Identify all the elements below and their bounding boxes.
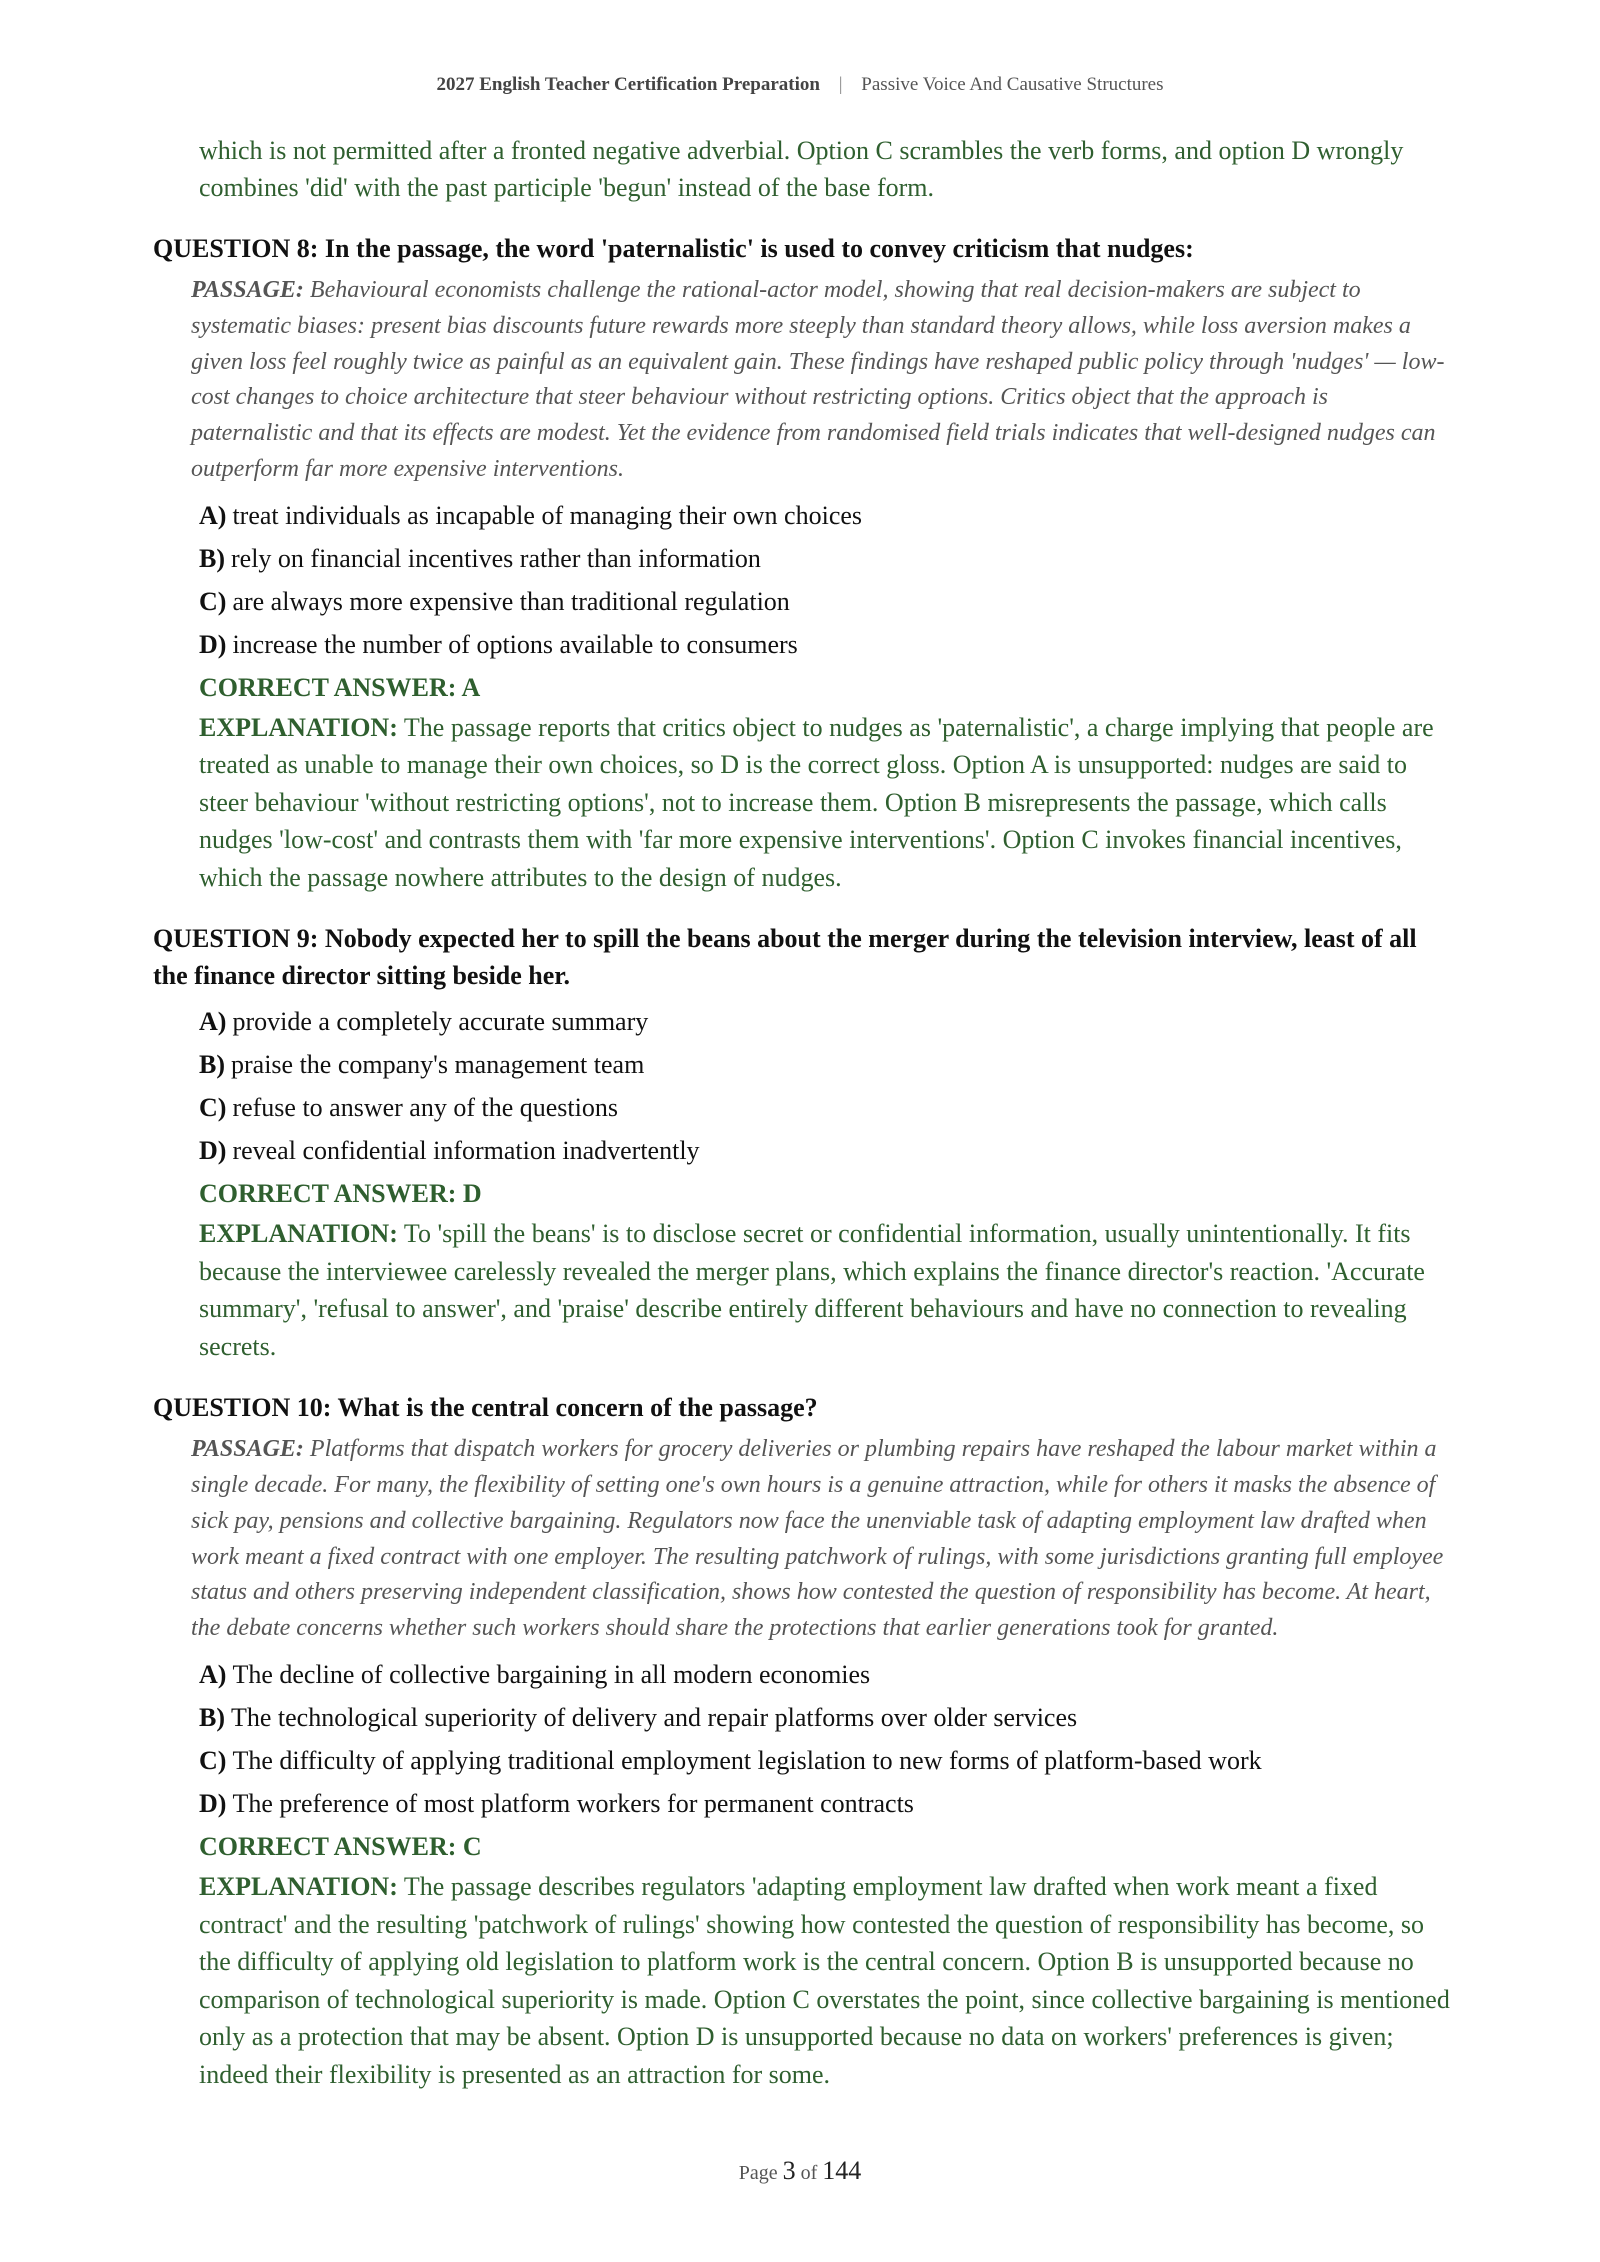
explanation-text: The passage reports that critics object to nudges as 'paternalistic', a charge implying that people are treated as unable to manage their own choices, so D is the correct gloss. Option A is unsupported: nudges are said to steer behaviour 'without restricting options', not to increase them. Option B misrepresents the passage, which calls nudges 'low-cost' and contrasts them with 'far more expensive interventions'. Option C invokes financial incentives, which the passage nowhere attributes to the design of nudges. — [199, 712, 1434, 892]
option-text: The difficulty of applying traditional employment legislation to new forms of platform-based work — [232, 1746, 1262, 1776]
option-a — [199, 494, 1453, 537]
correct-answer: CORRECT ANSWER: A — [199, 672, 481, 702]
option-text: rely on financial incentives rather than information — [231, 543, 761, 573]
passage-text: Behavioural economists challenge the rational-actor model, showing that real decision-makers are subject to systematic biases: present bias discounts future rewards more steeply than standard theory allows, while loss aversion makes a given loss feel roughly twice as painful as an equivalent gain. These findings have reshaped public policy through 'nudges' — low-cost changes to choice architecture that steer behaviour without restricting options. Critics object that the approach is paternalistic and that its effects are modest. Yet the evidence from randomised field trials indicates that well-designed nudges can outperform far more expensive interventions. — [191, 277, 1445, 482]
passage-label: PASSAGE: — [191, 277, 304, 303]
option-d — [199, 1782, 1453, 1825]
question-title: QUESTION 10: What is the central concern of the passage? — [153, 1393, 818, 1423]
previous-explanation-continuation: which is not permitted after a fronted negative adverbial. Option C scrambles the verb forms, and option D wrongly combines 'did' with the past participle 'begun' instead of the base form. — [199, 136, 1404, 202]
option-letter: A) — [199, 1007, 227, 1037]
option-letter: A) — [199, 1660, 227, 1690]
option-text: The technological superiority of delivery and repair platforms over older services — [231, 1703, 1078, 1733]
question-10 — [153, 1389, 1453, 2093]
option-text: increase the number of options available to consumers — [232, 629, 798, 659]
passage — [191, 1432, 1453, 1647]
of-word: of — [800, 2162, 818, 2184]
option-letter: B) — [199, 1050, 225, 1080]
header-separator: | — [838, 74, 843, 95]
question-9 — [153, 920, 1453, 1365]
option-text: praise the company's management team — [231, 1050, 645, 1080]
explanation-label: EXPLANATION: — [199, 1872, 398, 1902]
option-text: refuse to answer any of the questions — [232, 1093, 618, 1123]
question-title: QUESTION 9: Nobody expected her to spill the beans about the merger during the television interview, least of all the finance director sitting beside her. — [153, 924, 1417, 991]
option-letter: C) — [199, 586, 227, 616]
header-chapter-title: Passive Voice And Causative Structures — [861, 74, 1164, 95]
option-a — [199, 1000, 1453, 1043]
correct-answer: CORRECT ANSWER: D — [199, 1179, 482, 1209]
option-letter: A) — [199, 500, 227, 530]
explanation-text: To 'spill the beans' is to disclose secret or confidential information, usually unintentionally. It fits because the interviewee carelessly revealed the merger plans, which explains the finance director's reaction. 'Accurate summary', 'refusal to answer', and 'praise' describe entirely different behaviours and have no connection to revealing secrets. — [199, 1219, 1425, 1361]
option-text: reveal confidential information inadvertently — [232, 1136, 700, 1166]
option-c — [199, 1739, 1453, 1782]
correct-answer: CORRECT ANSWER: C — [199, 1832, 482, 1862]
option-letter: D) — [199, 1789, 227, 1819]
answer-options — [199, 1653, 1453, 1825]
explanation-label: EXPLANATION: — [199, 1219, 398, 1249]
option-d — [199, 623, 1453, 666]
option-d — [199, 1129, 1453, 1172]
explanation-label: EXPLANATION: — [199, 712, 398, 742]
option-letter: D) — [199, 1136, 227, 1166]
running-header — [0, 74, 1600, 96]
option-c — [199, 1086, 1453, 1129]
option-text: are always more expensive than traditional regulation — [232, 586, 790, 616]
question-title: QUESTION 8: In the passage, the word 'paternalistic' is used to convey criticism that nudges: — [153, 234, 1194, 263]
option-b — [199, 1043, 1453, 1086]
explanation — [199, 1868, 1453, 2093]
option-b — [199, 537, 1453, 580]
explanation — [199, 1215, 1453, 1365]
page-content — [153, 132, 1453, 2093]
passage-label: PASSAGE: — [191, 1436, 304, 1463]
question-8 — [153, 230, 1453, 896]
option-letter: D) — [199, 629, 227, 659]
option-c — [199, 580, 1453, 623]
option-letter: B) — [199, 1703, 225, 1733]
option-text: The decline of collective bargaining in all modern economies — [232, 1660, 871, 1690]
page-footer — [0, 2156, 1600, 2186]
option-text: treat individuals as incapable of managing their own choices — [232, 500, 863, 530]
explanation-text: The passage describes regulators 'adapting employment law drafted when work meant a fixed contract' and the resulting 'patchwork of rulings' showing how contested the question of responsibility has become, so the difficulty of applying old legislation to platform work is the central concern. Option B is unsupported because no comparison of technological superiority is made. Option C overstates the point, since collective bargaining is mentioned only as a protection that may be absent. Option D is unsupported because no data on workers' preferences is given; indeed their flexibility is presented as an attraction for some. — [199, 1872, 1450, 2089]
option-letter: C) — [199, 1093, 227, 1123]
page-word: Page — [738, 2162, 778, 2184]
option-letter: C) — [199, 1746, 227, 1776]
option-text: The preference of most platform workers for permanent contracts — [232, 1789, 914, 1819]
page-number: 3 — [782, 2156, 796, 2185]
answer-options — [199, 494, 1453, 666]
explanation — [199, 709, 1453, 897]
option-text: provide a completely accurate summary — [232, 1007, 649, 1037]
option-letter: B) — [199, 543, 225, 573]
option-b — [199, 1696, 1453, 1739]
passage-text: Platforms that dispatch workers for grocery deliveries or plumbing repairs have reshaped the labour market within a single decade. For many, the flexibility of setting one's own hours is a genuine attraction, while for others it masks the absence of sick pay, pensions and collective bargaining. Regulators now face the unenviable task of adapting employment law drafted when work meant a fixed contract with one employer. The resulting patchwork of rulings, with some jurisdictions granting full employee status and others preserving independent classification, shows how contested the question of responsibility has become. At heart, the debate concerns whether such workers should share the protections that earlier generations took for granted. — [191, 1436, 1444, 1642]
total-pages: 144 — [822, 2156, 862, 2185]
answer-options — [199, 1000, 1453, 1172]
header-book-title: 2027 English Teacher Certification Preparation — [436, 74, 820, 95]
option-a — [199, 1653, 1453, 1696]
passage — [191, 273, 1453, 488]
